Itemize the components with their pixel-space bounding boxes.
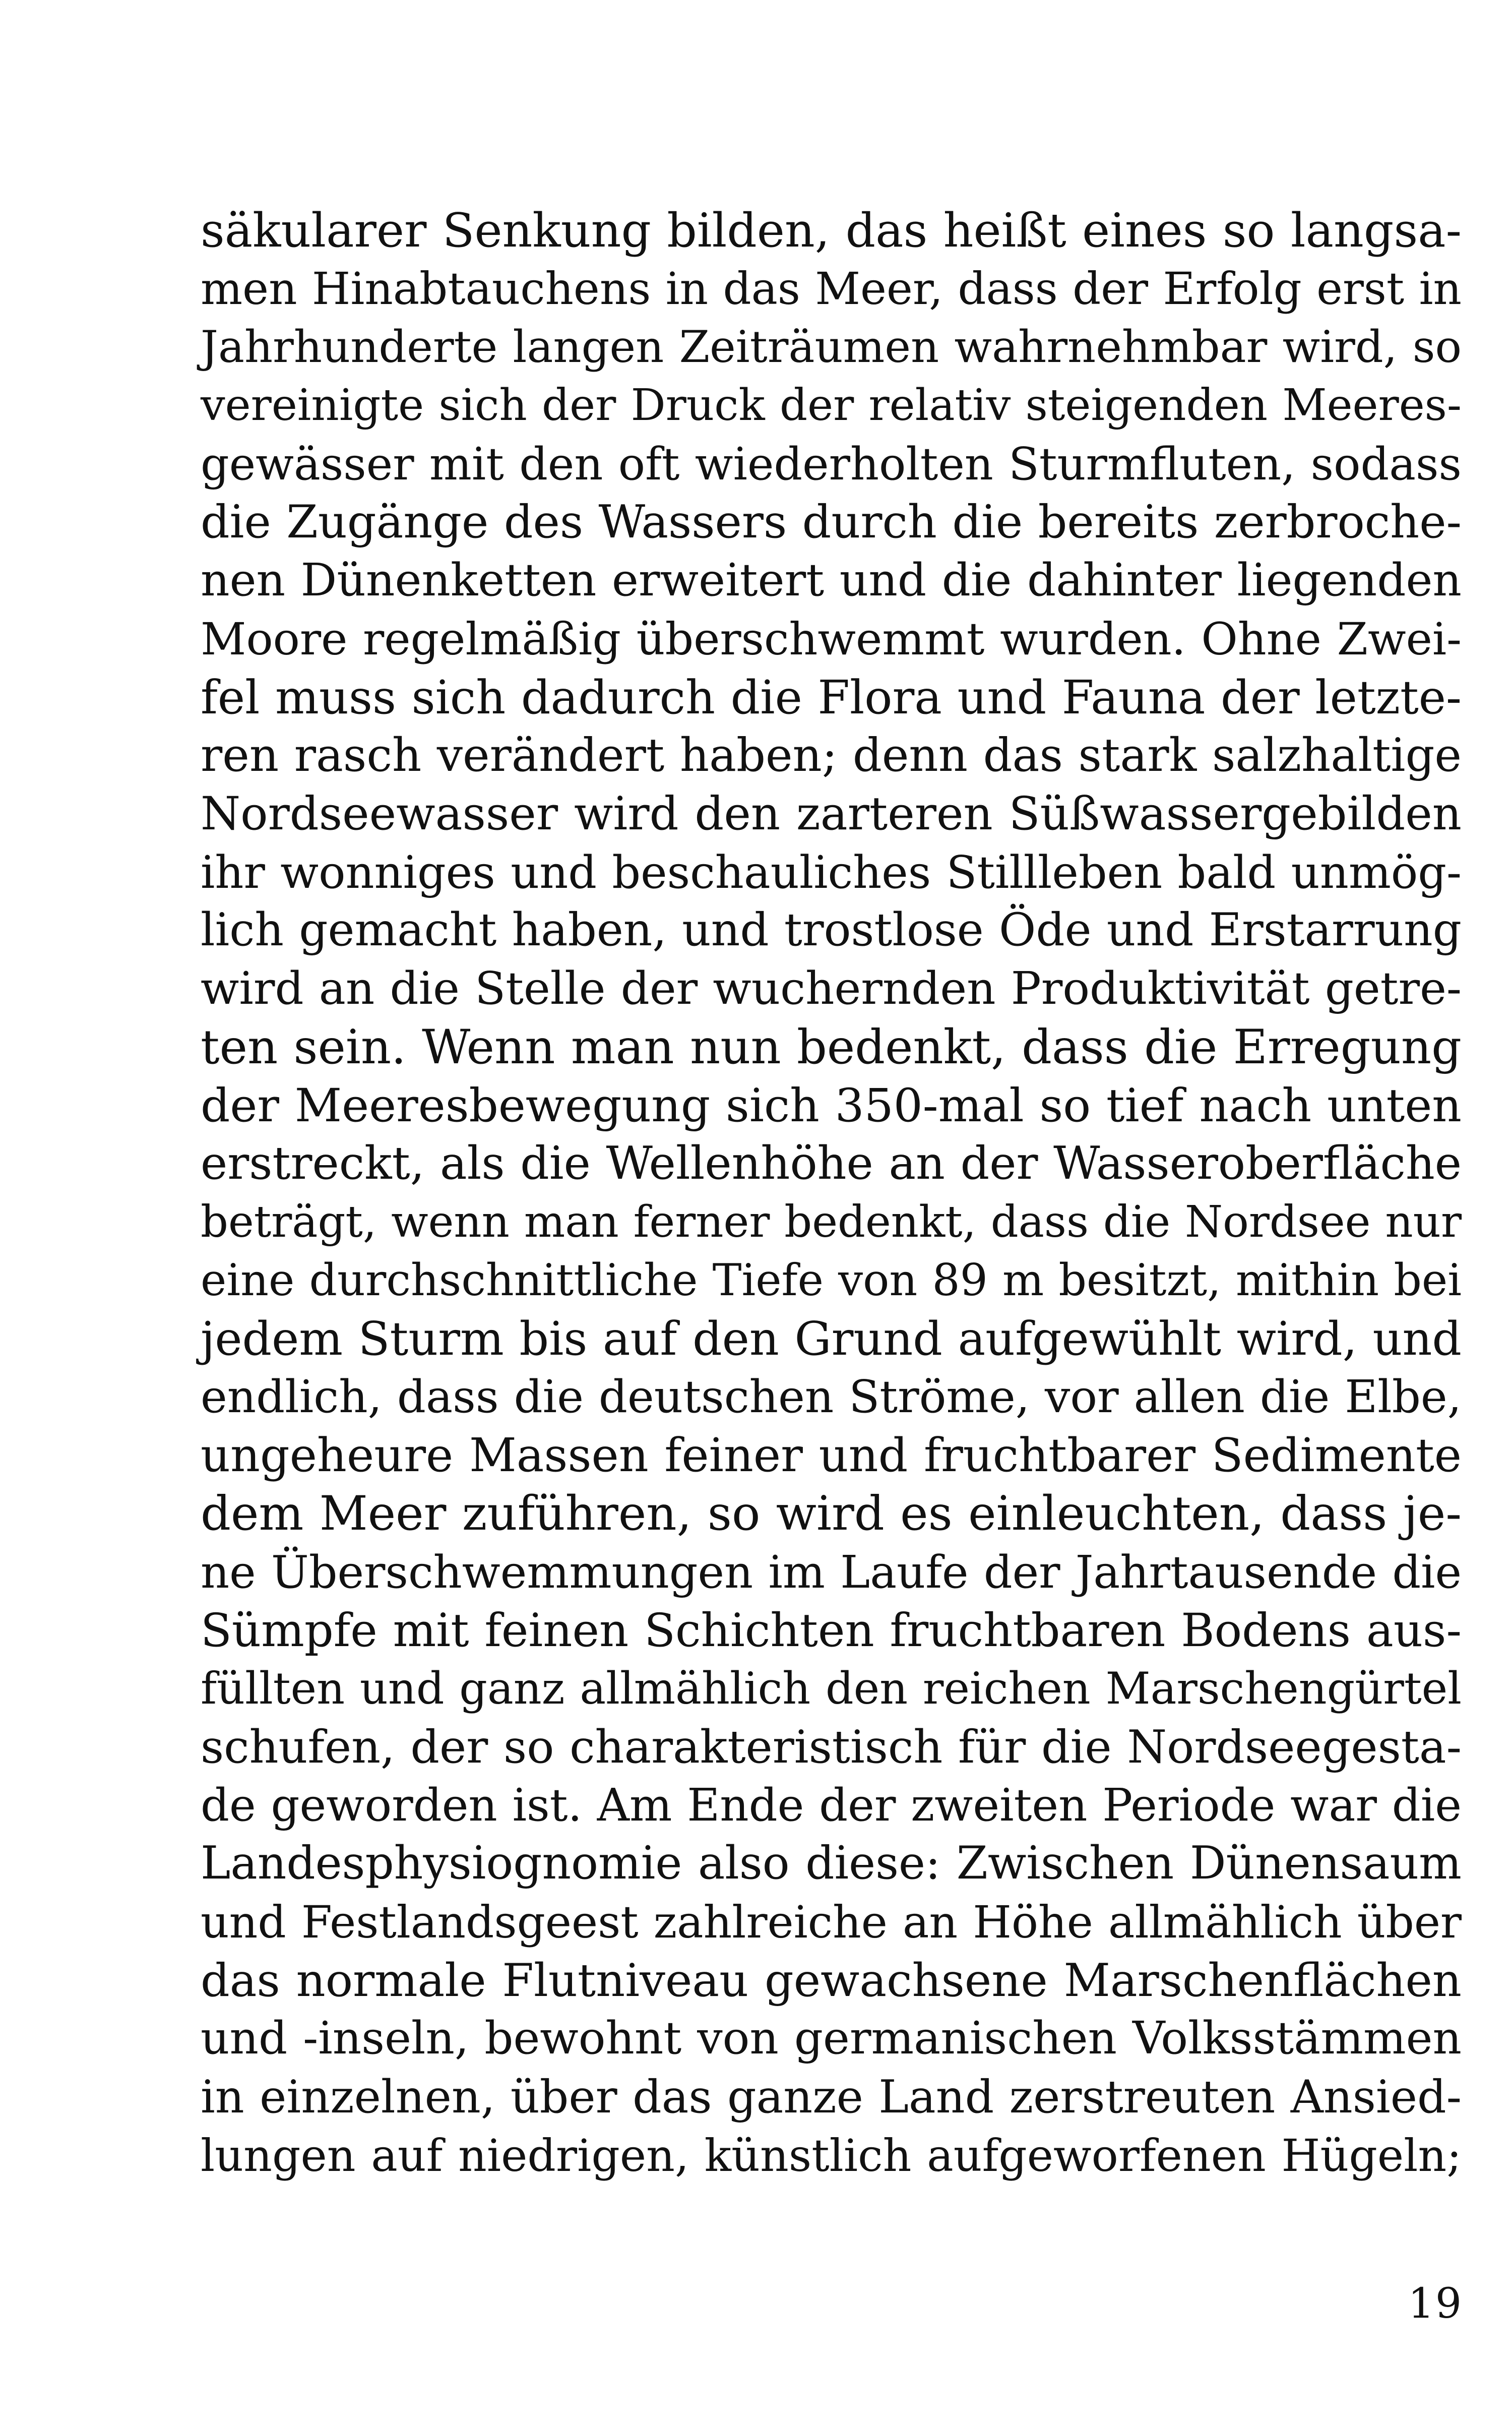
text-line: lungen auf niedrigen, künstlich aufgeworfenen Hügeln; (201, 2129, 1462, 2182)
text-line: füllten und ganz allmählich den reichen Marschengürtel (201, 1663, 1462, 1715)
text-line: beträgt, wenn man ferner bedenkt, dass die Nordsee nur (201, 1196, 1462, 1247)
text-line: Jahrhunderte langen Zeiträumen wahrnehmbar wird, so (201, 321, 1462, 373)
text-line: ren rasch verändert haben; denn das stark salzhaltige (201, 729, 1462, 782)
text-line: Sümpfe mit feinen Schichten fruchtbaren Bodens aus- (201, 1604, 1462, 1657)
text-line: das normale Flutniveau gewachsene Marschenflächen (201, 1954, 1462, 2007)
text-line: der Meeresbewegung sich 350-mal so tief nach unten (201, 1078, 1462, 1133)
text-line: ten sein. Wenn man nun bedenkt, dass die Erregung (201, 1019, 1462, 1075)
text-line: säkularer Senkung bilden, das heißt eines so langsa- (201, 203, 1462, 258)
text-line: ihr wonniges und beschauliches Stillleben bald unmög- (201, 846, 1462, 898)
text-line: jedem Sturm bis auf den Grund aufgewühlt wird, und (201, 1312, 1462, 1366)
text-line: ungeheure Massen feiner und fruchtbarer Sedimente (201, 1428, 1462, 1483)
text-line: nen Dünenketten erweitert und die dahinter liegenden (201, 554, 1462, 607)
text-line: ne Überschwemmungen im Laufe der Jahrtausende die (201, 1546, 1462, 1598)
text-line: und Festlandsgeest zahlreiche an Höhe allmählich über (201, 1896, 1462, 1948)
text-line: Moore regelmäßig überschwemmt wurden. Ohne Zwei- (201, 613, 1462, 665)
text-line: die Zugänge des Wassers durch die bereits zerbroche- (201, 496, 1462, 549)
text-line: wird an die Stelle der wuchernden Produktivität getre- (201, 962, 1462, 1015)
text-line: eine durchschnittliche Tiefe von 89 m besitzt, mithin bei (201, 1255, 1462, 1306)
text-line: gewässer mit den oft wiederholten Sturmfluten, sodass (201, 438, 1462, 490)
text-line: fel muss sich dadurch die Flora und Fauna der letzte- (201, 670, 1462, 724)
text-line: Nordseewasser wird den zarteren Süßwassergebilden (201, 787, 1462, 840)
text-line: Landesphysiognomie also diese: Zwischen Dünensaum (201, 1837, 1462, 1890)
text-line: und -inseln, bewohnt von germanischen Volksstämmen (201, 2012, 1462, 2065)
text-line: in einzelnen, über das ganze Land zerstreuten Ansied- (201, 2071, 1462, 2124)
text-line: erstreckt, als die Wellenhöhe an der Wasseroberfläche (201, 1137, 1462, 1190)
text-line: men Hinabtauchens in das Meer, dass der Erfolg erst in (201, 263, 1462, 315)
text-line: vereinigte sich der Druck der relativ steigenden Meeres- (201, 380, 1462, 431)
text-line: schufen, der so charakteristisch für die Nordseegesta- (201, 1720, 1462, 1774)
text-line: endlich, dass die deutschen Ströme, vor allen die Elbe, (201, 1370, 1462, 1423)
text-line: dem Meer zuführen, so wird es einleuchten, dass je- (201, 1486, 1462, 1542)
page-number: 19 (1408, 2280, 1463, 2328)
body-text (201, 202, 1462, 2185)
text-line: lich gemacht haben, und trostlose Öde und Erstarrung (201, 904, 1462, 957)
text-line: de geworden ist. Am Ende der zweiten Periode war die (201, 1779, 1462, 1832)
